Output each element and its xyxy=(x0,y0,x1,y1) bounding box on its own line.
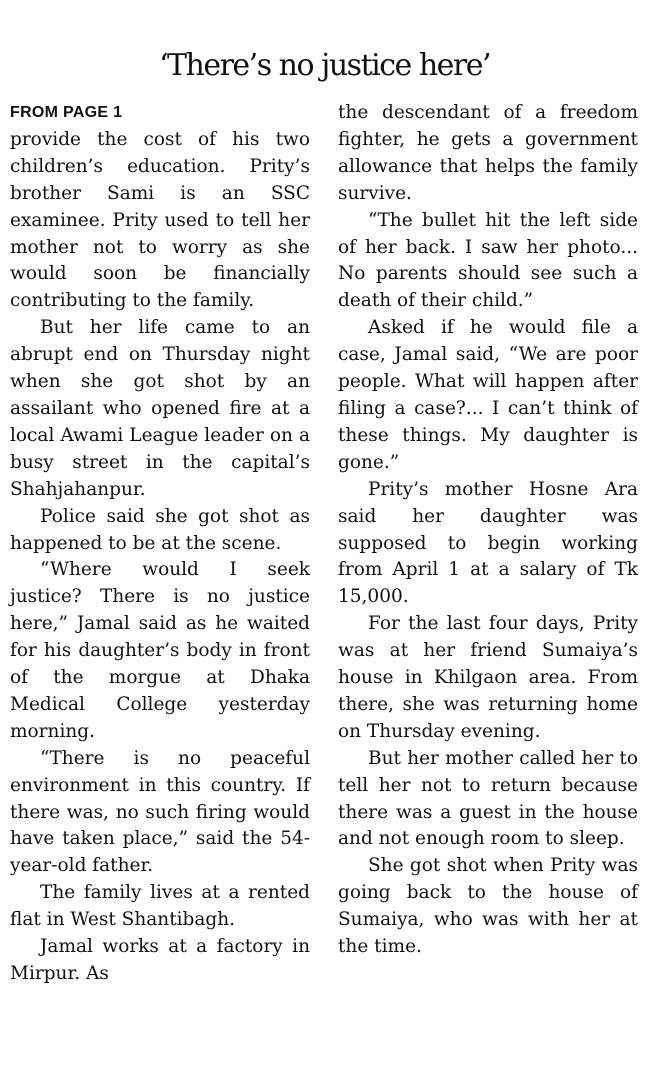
left-column xyxy=(10,100,310,988)
paragraph: “Where would I seek justice? There is no justice here,” Jamal said as he waited for his daughter’s body in front of the morgue at Dhaka Medical College yesterday morning. xyxy=(10,559,310,742)
paragraph: Asked if he would file a case, Jamal said, “We are poor people. What will happen after filing a case?... I can’t think of these things. My daughter is gone.” xyxy=(338,317,638,473)
paragraph: provide the cost of his two children’s education. Prity’s brother Sami is an SSC examinee. Prity used to tell her mother not to worry as she would soon be financially contributing to the family. xyxy=(10,128,310,312)
paragraph: She got shot when Prity was going back to the house of Sumaiya, who was with her at the time. xyxy=(338,855,638,958)
continuation-kicker: FROM PAGE 1 xyxy=(10,104,123,121)
headline: ‘There’s no justice here’ xyxy=(158,48,491,83)
paragraph: For the last four days, Prity was at her friend Sumaiya’s house in Khilgaon area. From there, she was returning home on Thursday evening. xyxy=(338,613,638,742)
paragraph: the descendant of a freedom fighter, he gets a government allowance that helps the family survive. xyxy=(338,102,638,204)
paragraph: Jamal works at a factory in Mirpur. As xyxy=(10,936,310,984)
paragraph: “The bullet hit the left side of her back. I saw her photo... No parents should see such a death of their child.” xyxy=(338,209,638,312)
right-column xyxy=(338,100,638,961)
paragraph: But her life came to an abrupt end on Thursday night when she got shot by an assailant who opened fire at a local Awami League leader on a busy street in the capital’s Shahjahanpur. xyxy=(10,317,310,500)
paragraph: The family lives at a rented flat in West Shantibagh. xyxy=(10,882,310,931)
paragraph: But her mother called her to tell her not to return because there was a guest in the house and not enough room to sleep. xyxy=(338,747,638,850)
paragraph: “There is no peaceful environment in this country. If there was, no such firing would have taken place,” said the 54-year-old father. xyxy=(10,747,310,877)
paragraph: Police said she got shot as happened to be at the scene. xyxy=(10,505,310,554)
paragraph: Prity’s mother Hosne Ara said her daughter was supposed to begin working from April 1 at a salary of Tk 15,000. xyxy=(338,478,638,608)
